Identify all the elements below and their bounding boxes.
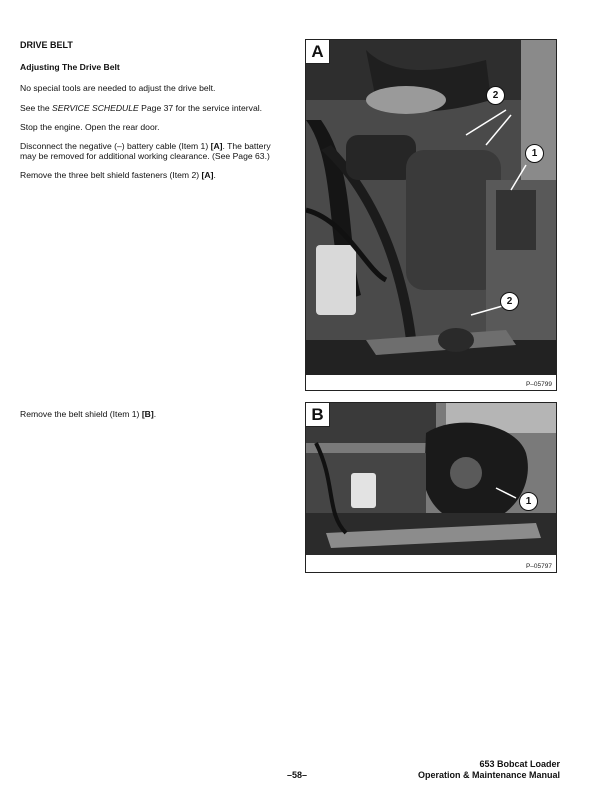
text-run: . The battery may be removed for additional working clearance. (See Page 63.) <box>20 141 271 162</box>
callout-item-1: 1 <box>519 492 538 511</box>
figure-code-a: P–05799 <box>525 381 552 388</box>
page-number: –58– <box>287 770 308 780</box>
paragraph-fasteners <box>20 170 276 180</box>
paragraph-stop-engine: Stop the engine. Open the rear door. <box>20 121 160 132</box>
text-run: Remove the three belt shield fasteners (Item 2) <box>20 170 202 181</box>
manual-title-line1: 653 Bobcat Loader <box>479 759 560 769</box>
callout-item-2-top: 2 <box>486 86 505 105</box>
section-subtitle: Adjusting The Drive Belt <box>20 62 120 73</box>
text-run: See the <box>20 102 53 113</box>
figure-letter-b: B <box>306 403 330 427</box>
paragraph-tools: No special tools are needed to adjust the drive belt. <box>20 83 216 94</box>
figure-a <box>305 39 557 391</box>
paragraph-battery <box>20 141 276 161</box>
callout-item-1: 1 <box>525 144 544 163</box>
manual-title-line2: Operation & Maintenance Manual <box>417 769 560 780</box>
figure-ref: [A] <box>201 170 214 181</box>
callout-item-2-bottom: 2 <box>500 292 519 311</box>
paragraph-schedule <box>20 103 276 113</box>
text-run: Remove the belt shield (Item 1) <box>20 409 142 419</box>
instructions-step-b <box>20 409 276 419</box>
engine-photo-a <box>306 40 556 375</box>
figure-letter-a: A <box>306 40 330 64</box>
engine-photo-b <box>306 403 556 555</box>
figure-ref: [B] <box>141 409 154 419</box>
schedule-reference: SERVICE SCHEDULE <box>52 102 139 113</box>
figure-ref: [A] <box>210 141 223 152</box>
paragraph-belt-shield <box>20 409 276 419</box>
figure-b <box>305 402 557 573</box>
text-run: . <box>213 170 216 181</box>
text-run: . <box>153 409 157 419</box>
text-run: Page 37 for the service interval. <box>138 102 263 113</box>
text-run: Disconnect the negative (–) battery cable (Item 1) <box>20 141 211 152</box>
instructions-column <box>20 40 276 190</box>
figure-code-b: P–05797 <box>525 563 552 570</box>
section-title: DRIVE BELT <box>20 40 73 50</box>
manual-title <box>400 759 560 780</box>
